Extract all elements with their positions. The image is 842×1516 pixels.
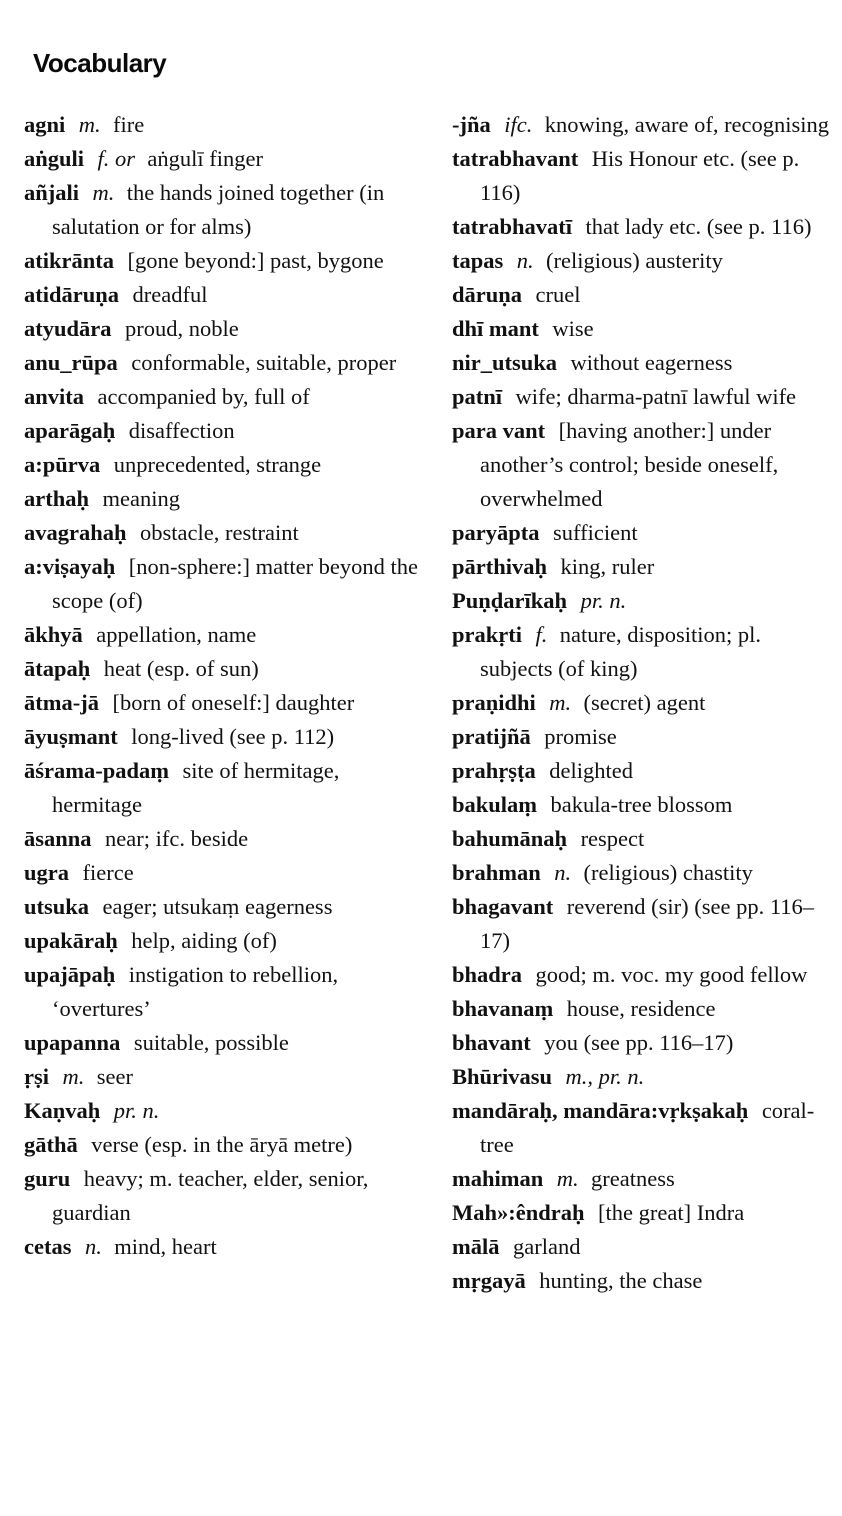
vocab-entry [24,312,424,346]
gloss: good; m. voc. my good fellow [535,962,808,987]
grammar-label: m. [92,180,115,205]
vocab-entry [452,890,837,958]
gloss: proud, noble [125,316,239,341]
left-column [24,108,424,1264]
right-column [452,108,837,1298]
grammar-label: pr. n. [580,588,627,613]
headword: dāruṇa [452,282,523,307]
vocab-entry [452,1264,837,1298]
headword: -jña [452,112,491,137]
vocab-entry [452,958,837,992]
gloss: without eagerness [570,350,733,375]
gloss: delighted [549,758,633,783]
vocab-entry [452,822,837,856]
gloss: instigation to rebellion, ‘overtures’ [52,962,339,1021]
vocab-entry [452,516,837,550]
gloss: help, aiding (of) [131,928,277,953]
headword: Mah»:êndraḥ [452,1200,585,1225]
gloss: sufficient [553,520,638,545]
headword: mālā [452,1234,500,1259]
grammar-label: n. [516,248,534,273]
gloss: (religious) chastity [583,860,753,885]
headword: añjali [24,180,80,205]
gloss: dreadful [132,282,208,307]
gloss: accompanied by, full of [97,384,310,409]
headword: ātma-jā [24,690,99,715]
gloss: [gone beyond:] past, bygone [127,248,384,273]
headword: nir_utsuka [452,350,558,375]
gloss: conformable, suitable, proper [131,350,397,375]
headword: para vant [452,418,546,443]
headword: prakṛti [452,622,522,647]
vocab-entry [452,720,837,754]
gloss: near; ifc. beside [105,826,249,851]
headword: anu_rūpa [24,350,118,375]
gloss: heat (esp. of sun) [103,656,259,681]
vocab-entry [452,108,837,142]
headword: pratijñā [452,724,531,749]
vocab-entry [452,686,837,720]
vocab-entry [452,618,837,686]
gloss: (religious) austerity [546,248,723,273]
headword: gāthā [24,1132,78,1157]
headword: avagrahaḥ [24,520,127,545]
vocab-entry [452,754,837,788]
gloss: disaffection [128,418,235,443]
vocab-entry [24,482,424,516]
vocab-entry [24,618,424,652]
headword: tapas [452,248,504,273]
gloss: promise [544,724,617,749]
vocab-entry [452,856,837,890]
vocab-entry [24,890,424,924]
vocab-entry [24,550,424,618]
gloss: king, ruler [560,554,655,579]
headword: praṇidhi [452,690,536,715]
headword: tatrabhavatī [452,214,572,239]
headword: Puṇḍarīkaḥ [452,588,568,613]
grammar-label: n. [554,860,572,885]
headword: upakāraḥ [24,928,118,953]
vocab-entry [24,380,424,414]
gloss: eager; utsukaṃ eagerness [102,894,333,919]
vocab-entry [24,686,424,720]
headword: mahiman [452,1166,544,1191]
headword: āsanna [24,826,92,851]
headword: prahṛṣṭa [452,758,536,783]
headword: bahumānaḥ [452,826,568,851]
headword: Kaṇvaḥ [24,1098,101,1123]
headword: a:viṣayaḥ [24,554,116,579]
vocab-entry [452,1196,837,1230]
gloss: [born of oneself:] daughter [112,690,355,715]
headword: anvita [24,384,85,409]
headword: dhī mant [452,316,539,341]
vocab-entry [24,822,424,856]
vocab-entry [24,414,424,448]
grammar-label: m. [549,690,572,715]
gloss: aṅgulī finger [147,146,264,171]
headword: atyudāra [24,316,112,341]
headword: brahman [452,860,541,885]
headword: ākhyā [24,622,83,647]
vocab-entry [452,142,837,210]
gloss: [having another:] under another’s control; beside oneself, overwhelmed [480,418,779,511]
gloss: reverend (sir) (see pp. 116–17) [480,894,814,953]
headword: ātapaḥ [24,656,91,681]
vocab-entry [452,312,837,346]
gloss: nature, disposition; pl. subjects (of king) [480,622,762,681]
headword: bhavant [452,1030,531,1055]
headword: mandāraḥ, mandāra:vṛkṣakaḥ [452,1098,749,1123]
gloss: that lady etc. (see p. 116) [585,214,812,239]
headword: patnī [452,384,503,409]
headword: bhadra [452,962,523,987]
headword: āyuṣmant [24,724,118,749]
gloss: wife; dharma-patnī lawful wife [515,384,797,409]
headword: bhagavant [452,894,554,919]
vocab-entry [24,244,424,278]
vocab-entry [24,278,424,312]
grammar-label: m., pr. n. [565,1064,645,1089]
headword: ṛṣi [24,1064,49,1089]
vocab-entry [452,210,837,244]
grammar-label: ifc. [504,112,533,137]
vocab-entry [24,346,424,380]
headword: upajāpaḥ [24,962,116,987]
gloss: coral-tree [480,1098,815,1157]
gloss: house, residence [566,996,716,1021]
vocab-entry [24,924,424,958]
vocab-entry [24,516,424,550]
gloss: fire [113,112,145,137]
gloss: knowing, aware of, recognising [544,112,830,137]
headword: atikrānta [24,248,114,273]
vocab-entry [24,1230,424,1264]
headword: tatrabhavant [452,146,579,171]
gloss: garland [513,1234,581,1259]
gloss: hunting, the chase [539,1268,703,1293]
grammar-label: m. [556,1166,579,1191]
gloss: greatness [591,1166,675,1191]
vocab-entry [452,380,837,414]
gloss: meaning [102,486,180,511]
vocab-entry [452,788,837,822]
vocab-entry [24,720,424,754]
vocab-entry [452,278,837,312]
headword: upapanna [24,1030,121,1055]
vocab-entry [24,1094,424,1128]
grammar-label: pr. n. [113,1098,160,1123]
gloss: the hands joined together (in salutation or for alms) [52,180,385,239]
vocab-entry [24,1060,424,1094]
vocab-entry [452,1162,837,1196]
gloss: fierce [82,860,134,885]
vocab-entry [24,108,424,142]
gloss: verse (esp. in the āryā metre) [91,1132,353,1157]
vocab-entry [452,1026,837,1060]
headword: āśrama-padaṃ [24,758,169,783]
page-title: Vocabulary [33,48,167,78]
gloss: suitable, possible [133,1030,289,1055]
vocab-entry [24,1128,424,1162]
gloss: you (see pp. 116–17) [544,1030,734,1055]
headword: atidāruṇa [24,282,120,307]
vocab-entry [452,992,837,1026]
grammar-label: f. [535,622,548,647]
gloss: unprecedented, strange [113,452,322,477]
gloss: respect [580,826,645,851]
gloss: seer [96,1064,133,1089]
headword: pārthivaḥ [452,554,548,579]
gloss: His Honour etc. (see p. 116) [480,146,800,205]
vocab-entry [24,652,424,686]
grammar-label: m. [78,112,101,137]
vocab-entry [452,346,837,380]
vocab-entry [452,1094,837,1162]
gloss: appellation, name [96,622,257,647]
gloss: long-lived (see p. 112) [131,724,335,749]
headword: guru [24,1166,71,1191]
grammar-label: n. [84,1234,102,1259]
gloss: (secret) agent [583,690,706,715]
headword: bakulaṃ [452,792,538,817]
vocab-entry [452,1230,837,1264]
gloss: [the great] Indra [598,1200,745,1225]
headword: a:pūrva [24,452,101,477]
headword: aṅguli [24,146,85,171]
vocab-entry [452,414,837,516]
headword: mṛgayā [452,1268,526,1293]
headword: utsuka [24,894,90,919]
grammar-label: f. or [97,146,136,171]
vocab-entry [452,1060,837,1094]
grammar-label: m. [62,1064,85,1089]
vocab-entry [24,754,424,822]
vocab-entry [24,1162,424,1230]
vocab-entry [24,958,424,1026]
headword: ugra [24,860,69,885]
vocab-entry [24,142,424,176]
headword: Bhūrivasu [452,1064,553,1089]
vocab-entry [452,550,837,584]
gloss: site of hermitage, hermitage [52,758,340,817]
gloss: mind, heart [114,1234,217,1259]
vocab-entry [452,584,837,618]
headword: agni [24,112,66,137]
headword: arthaḥ [24,486,90,511]
headword: aparāgaḥ [24,418,116,443]
gloss: cruel [535,282,581,307]
gloss: [non-sphere:] matter beyond the scope (of) [52,554,419,613]
gloss: obstacle, restraint [140,520,299,545]
vocab-entry [452,244,837,278]
vocab-entry [24,856,424,890]
headword: paryāpta [452,520,540,545]
gloss: wise [552,316,594,341]
vocab-entry [24,176,424,244]
gloss: heavy; m. teacher, elder, senior, guardian [52,1166,369,1225]
headword: bhavanaṃ [452,996,554,1021]
headword: cetas [24,1234,72,1259]
gloss: bakula-tree blossom [550,792,733,817]
vocab-entry [24,1026,424,1060]
vocab-entry [24,448,424,482]
